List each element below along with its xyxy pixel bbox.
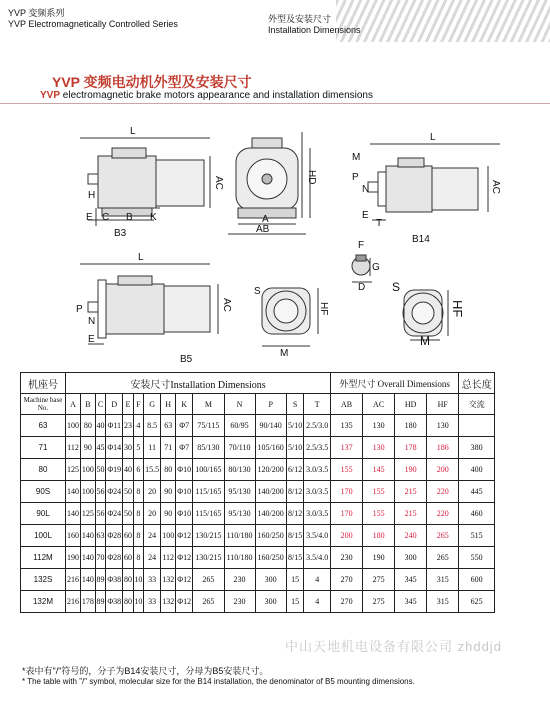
table-cell: 60/95 bbox=[224, 415, 255, 437]
header-stripe-decoration bbox=[336, 0, 550, 42]
table-cell: 270 bbox=[331, 569, 363, 591]
table-cell: 115/165 bbox=[193, 481, 224, 503]
table-cell: 71 bbox=[161, 437, 176, 459]
table-cell: 20 bbox=[143, 503, 160, 525]
installation-drawings bbox=[0, 108, 550, 368]
flange14-label-M: M bbox=[420, 334, 430, 348]
table-cell: 56 bbox=[95, 503, 105, 525]
table-cell: 90 bbox=[161, 503, 176, 525]
table-cell: 50 bbox=[95, 459, 105, 481]
table-cell: 220 bbox=[427, 481, 459, 503]
flange14-label-S: S bbox=[392, 280, 401, 294]
table-cell: 160/250 bbox=[255, 547, 286, 569]
col-header-h: H bbox=[161, 394, 176, 415]
table-cell: 215 bbox=[395, 481, 427, 503]
header-section bbox=[268, 14, 361, 36]
table-cell: 140 bbox=[80, 569, 95, 591]
table-cell: 50 bbox=[123, 503, 133, 525]
table-cell: Φ28 bbox=[106, 525, 123, 547]
table-cell: 160 bbox=[66, 525, 81, 547]
table-cell: Φ10 bbox=[176, 459, 193, 481]
flange5-label-S: S bbox=[254, 286, 261, 297]
table-cell: 230 bbox=[224, 591, 255, 613]
table-cell: 2.5/3.5 bbox=[304, 437, 331, 459]
table-cell: 130 bbox=[427, 415, 459, 437]
table-cell: 110/180 bbox=[224, 525, 255, 547]
table-cell: 190 bbox=[395, 459, 427, 481]
b3-label-K: K bbox=[150, 212, 157, 223]
table-cell: 56 bbox=[95, 481, 105, 503]
col-header-t: T bbox=[304, 394, 331, 415]
table-cell: 15 bbox=[286, 591, 304, 613]
table-cell: 140 bbox=[66, 503, 81, 525]
table-cell: 80 bbox=[123, 591, 133, 613]
table-cell: 125 bbox=[66, 459, 81, 481]
table-cell: 2.5/3.0 bbox=[304, 415, 331, 437]
table-cell: 265 bbox=[193, 591, 224, 613]
table-cell: 105/160 bbox=[255, 437, 286, 459]
table-cell: 178 bbox=[80, 591, 95, 613]
table-cell: 170 bbox=[331, 481, 363, 503]
b5-label-P: P bbox=[76, 304, 83, 315]
table-cell: 3.5/4.0 bbox=[304, 525, 331, 547]
table-cell: 110/180 bbox=[224, 547, 255, 569]
table-cell: 130/215 bbox=[193, 547, 224, 569]
col-header-k: K bbox=[176, 394, 193, 415]
table-cell: 80/130 bbox=[224, 459, 255, 481]
table-cell: 85/130 bbox=[193, 437, 224, 459]
b5-label-L: L bbox=[138, 252, 144, 263]
table-cell: 550 bbox=[459, 547, 495, 569]
table-row bbox=[21, 503, 495, 525]
table-cell: 24 bbox=[143, 547, 160, 569]
b3-motor-drawing bbox=[80, 138, 210, 226]
table-cell: 5/10 bbox=[286, 415, 304, 437]
table-row bbox=[21, 569, 495, 591]
table-cell: 160/250 bbox=[255, 525, 286, 547]
table-cell: 216 bbox=[66, 591, 81, 613]
table-cell: 460 bbox=[459, 503, 495, 525]
col-header-c: C bbox=[95, 394, 105, 415]
column-header-row bbox=[21, 394, 495, 415]
table-cell: 4 bbox=[304, 591, 331, 613]
b3-caption: B3 bbox=[114, 228, 127, 239]
table-row bbox=[21, 459, 495, 481]
table-cell: 130 bbox=[363, 415, 395, 437]
table-cell: Φ7 bbox=[176, 437, 193, 459]
dimensions-table bbox=[20, 372, 495, 613]
title-divider bbox=[0, 103, 550, 104]
table-cell: 137 bbox=[331, 437, 363, 459]
page-title-cn: YVP 变频电动机外型及安装尺寸 bbox=[52, 74, 252, 90]
title-en-rest: electromagnetic brake motors appearance and installation dimensions bbox=[60, 90, 373, 101]
col-frame-en: Machine base No. bbox=[21, 394, 66, 415]
table-cell: Φ10 bbox=[176, 481, 193, 503]
table-cell: Φ12 bbox=[176, 547, 193, 569]
col-header-f: F bbox=[133, 394, 143, 415]
table-cell: Φ24 bbox=[106, 481, 123, 503]
b14-label-E: E bbox=[362, 210, 369, 221]
table-cell: 89 bbox=[95, 591, 105, 613]
table-cell: 345 bbox=[395, 591, 427, 613]
table-cell: 4 bbox=[133, 415, 143, 437]
table-cell: 15.5 bbox=[143, 459, 160, 481]
table-cell: 100 bbox=[66, 415, 81, 437]
table-cell: 140/200 bbox=[255, 503, 286, 525]
table-cell: 315 bbox=[427, 591, 459, 613]
table-cell: 300 bbox=[255, 591, 286, 613]
table-cell: 445 bbox=[459, 481, 495, 503]
title-en-prefix: YVP bbox=[40, 90, 61, 101]
b14-label-T: T bbox=[376, 218, 383, 229]
group-overall-header: 外型尺寸 Overall Dimensions bbox=[331, 373, 459, 394]
key-label-F: F bbox=[358, 240, 365, 251]
b3-label-L: L bbox=[130, 126, 136, 137]
drawings-svg bbox=[0, 108, 550, 368]
table-cell: 63 bbox=[95, 525, 105, 547]
table-cell: 60 bbox=[123, 525, 133, 547]
table-cell: Φ12 bbox=[176, 591, 193, 613]
table-cell: 8/15 bbox=[286, 525, 304, 547]
table-cell: Φ7 bbox=[176, 415, 193, 437]
table-cell: 60 bbox=[123, 547, 133, 569]
col-header-d: D bbox=[106, 394, 123, 415]
b14-motor-drawing bbox=[368, 144, 500, 220]
table-cell: 315 bbox=[427, 569, 459, 591]
table-cell: 230 bbox=[331, 547, 363, 569]
table-cell: 5 bbox=[133, 437, 143, 459]
table-cell: Φ19 bbox=[106, 459, 123, 481]
table-cell: 200 bbox=[427, 459, 459, 481]
b5-label-N: N bbox=[88, 316, 96, 327]
table-cell: 265 bbox=[427, 547, 459, 569]
table-cell: 180 bbox=[395, 415, 427, 437]
table-cell: 300 bbox=[255, 569, 286, 591]
table-cell: 200 bbox=[331, 525, 363, 547]
end-label-HD: HD bbox=[306, 170, 317, 185]
col-frame-cn: 机座号 bbox=[21, 373, 66, 394]
col-header-p: P bbox=[255, 394, 286, 415]
b3-label-AC: AC bbox=[213, 176, 224, 190]
table-cell: 140 bbox=[80, 547, 95, 569]
frame-cell: 100L bbox=[21, 525, 66, 547]
footnote-en: * The table with "/" symbol, molecular size for the B14 installation, the denominator of B5 mounting dimensions. bbox=[22, 677, 415, 686]
b14-label-N: N bbox=[362, 184, 370, 195]
table-cell: 90 bbox=[80, 437, 95, 459]
table-cell: 70/110 bbox=[224, 437, 255, 459]
table-cell: 15 bbox=[286, 569, 304, 591]
table-cell: 10 bbox=[133, 591, 143, 613]
table-body bbox=[21, 415, 495, 613]
frame-cell: 90S bbox=[21, 481, 66, 503]
table-cell: 120/200 bbox=[255, 459, 286, 481]
col-header-ab: AB bbox=[331, 394, 363, 415]
table-cell: 140/200 bbox=[255, 481, 286, 503]
frame-cell: 80 bbox=[21, 459, 66, 481]
table-row bbox=[21, 437, 495, 459]
table-cell: 3.0/3.5 bbox=[304, 503, 331, 525]
key-label-G: G bbox=[372, 262, 380, 273]
table-cell: 180 bbox=[363, 525, 395, 547]
key-label-D: D bbox=[358, 282, 366, 293]
table-cell: 80 bbox=[161, 459, 176, 481]
table-cell: 130 bbox=[363, 437, 395, 459]
end-view-drawing bbox=[228, 132, 310, 234]
table-cell: 270 bbox=[331, 591, 363, 613]
b5-label-AC: AC bbox=[221, 298, 232, 312]
table-cell: 100 bbox=[80, 481, 95, 503]
table-cell: Φ24 bbox=[106, 503, 123, 525]
table-cell: 8/12 bbox=[286, 481, 304, 503]
table-cell: 100 bbox=[161, 525, 176, 547]
table-cell: Φ11 bbox=[106, 415, 123, 437]
b3-label-E: E bbox=[86, 212, 93, 223]
table-cell: 70 bbox=[95, 547, 105, 569]
table-cell: 50 bbox=[123, 481, 133, 503]
table-cell: 220 bbox=[427, 503, 459, 525]
col-header-hd: HD bbox=[395, 394, 427, 415]
table-cell: 345 bbox=[395, 569, 427, 591]
table-cell: 230 bbox=[224, 569, 255, 591]
table-cell: 100 bbox=[80, 459, 95, 481]
table-cell: 40 bbox=[123, 459, 133, 481]
frame-cell: 132S bbox=[21, 569, 66, 591]
table-cell: 265 bbox=[193, 569, 224, 591]
table-cell: 8 bbox=[133, 525, 143, 547]
table-cell: 6/12 bbox=[286, 459, 304, 481]
table-cell: 112 bbox=[66, 437, 81, 459]
table-cell: 190 bbox=[66, 547, 81, 569]
header-series bbox=[8, 8, 178, 30]
b3-label-C: C bbox=[102, 212, 110, 223]
table-cell: Φ38 bbox=[106, 591, 123, 613]
table-cell: Φ12 bbox=[176, 525, 193, 547]
table-cell: 10 bbox=[133, 569, 143, 591]
table-cell: 625 bbox=[459, 591, 495, 613]
b5-caption: B5 bbox=[180, 354, 193, 365]
table-cell: 132 bbox=[161, 569, 176, 591]
table-cell: 100/165 bbox=[193, 459, 224, 481]
col-header-length-sub: 交流 bbox=[459, 394, 495, 415]
header-series-cn: YVP 变频系列 bbox=[8, 8, 65, 18]
table-cell: 240 bbox=[395, 525, 427, 547]
b5-motor-drawing bbox=[80, 264, 218, 344]
group-length-header: 总长度 bbox=[459, 373, 495, 394]
table-cell: 33 bbox=[143, 591, 160, 613]
table-cell: 132 bbox=[161, 591, 176, 613]
b14-caption: B14 bbox=[412, 234, 430, 245]
table-row bbox=[21, 591, 495, 613]
table-cell: 400 bbox=[459, 459, 495, 481]
table-cell: 600 bbox=[459, 569, 495, 591]
b3-label-B: B bbox=[126, 212, 133, 223]
table-cell: 30 bbox=[123, 437, 133, 459]
table-cell: 186 bbox=[427, 437, 459, 459]
table-cell: 11 bbox=[143, 437, 160, 459]
col-header-hf: HF bbox=[427, 394, 459, 415]
flange5-label-HF: HF bbox=[318, 302, 329, 316]
table-cell: 8/15 bbox=[286, 547, 304, 569]
end-label-AB: AB bbox=[256, 224, 270, 235]
table-cell: 155 bbox=[331, 459, 363, 481]
col-header-g: G bbox=[143, 394, 160, 415]
frame-cell: 63 bbox=[21, 415, 66, 437]
b5-label-E: E bbox=[88, 334, 95, 345]
table-cell: 275 bbox=[363, 591, 395, 613]
table-cell: 5/10 bbox=[286, 437, 304, 459]
table-cell: 23 bbox=[123, 415, 133, 437]
end-label-A: A bbox=[262, 214, 269, 225]
b14-label-AC: AC bbox=[490, 180, 501, 194]
col-header-m: M bbox=[193, 394, 224, 415]
table-cell: 140 bbox=[66, 481, 81, 503]
b14-label-P: P bbox=[352, 172, 359, 183]
table-cell: 95/130 bbox=[224, 481, 255, 503]
table-cell: 80 bbox=[123, 569, 133, 591]
table-cell: 170 bbox=[331, 503, 363, 525]
table-cell: 155 bbox=[363, 503, 395, 525]
table-cell: Φ14 bbox=[106, 437, 123, 459]
table-cell: 75/115 bbox=[193, 415, 224, 437]
table-cell: 3.5/4.0 bbox=[304, 547, 331, 569]
table-cell: 145 bbox=[363, 459, 395, 481]
table-cell: 3.0/3.5 bbox=[304, 459, 331, 481]
watermark: 中山天地机电设备有限公司 zhddjd bbox=[285, 639, 502, 654]
table-cell: 135 bbox=[331, 415, 363, 437]
frame-cell: 90L bbox=[21, 503, 66, 525]
header-section-cn: 外型及安装尺寸 bbox=[268, 14, 332, 24]
frame-cell: 112M bbox=[21, 547, 66, 569]
b14-label-L: L bbox=[430, 132, 436, 143]
table-cell: Φ12 bbox=[176, 569, 193, 591]
table-cell: 24 bbox=[143, 525, 160, 547]
col-header-n: N bbox=[224, 394, 255, 415]
table-cell: 63 bbox=[161, 415, 176, 437]
table-cell: 140 bbox=[80, 525, 95, 547]
table-cell: 8 bbox=[133, 547, 143, 569]
table-cell: Φ38 bbox=[106, 569, 123, 591]
flange14-label-HF: HF bbox=[450, 300, 465, 318]
col-header-a: A bbox=[66, 394, 81, 415]
table-cell bbox=[459, 415, 495, 437]
flange5-label-M: M bbox=[280, 348, 289, 359]
col-header-e: E bbox=[123, 394, 133, 415]
page-title-en bbox=[40, 90, 373, 101]
group-install-header: 安装尺寸Installation Dimensions bbox=[66, 373, 331, 394]
table-cell: 45 bbox=[95, 437, 105, 459]
table-cell: 80 bbox=[80, 415, 95, 437]
table-cell: 8.5 bbox=[143, 415, 160, 437]
table-cell: 380 bbox=[459, 437, 495, 459]
table-cell: 178 bbox=[395, 437, 427, 459]
b5-flange-drawing bbox=[262, 288, 318, 346]
col-header-ac: AC bbox=[363, 394, 395, 415]
table-row bbox=[21, 525, 495, 547]
table-cell: 265 bbox=[427, 525, 459, 547]
table-cell: 112 bbox=[161, 547, 176, 569]
table-cell: 515 bbox=[459, 525, 495, 547]
table-cell: 190 bbox=[363, 547, 395, 569]
table-cell: Φ10 bbox=[176, 503, 193, 525]
b3-label-H: H bbox=[88, 190, 96, 201]
header-section-en: Installation Dimensions bbox=[268, 25, 361, 35]
table-cell: 3.0/3.5 bbox=[304, 481, 331, 503]
frame-cell: 132M bbox=[21, 591, 66, 613]
table-cell: 95/130 bbox=[224, 503, 255, 525]
frame-cell: 71 bbox=[21, 437, 66, 459]
table-row bbox=[21, 547, 495, 569]
table-cell: Φ28 bbox=[106, 547, 123, 569]
table-cell: 90 bbox=[161, 481, 176, 503]
col-header-s: S bbox=[286, 394, 304, 415]
table-cell: 40 bbox=[95, 415, 105, 437]
table-cell: 33 bbox=[143, 569, 160, 591]
table-cell: 8 bbox=[133, 503, 143, 525]
table-cell: 300 bbox=[395, 547, 427, 569]
col-header-b: B bbox=[80, 394, 95, 415]
table-cell: 155 bbox=[363, 481, 395, 503]
b14-flange-drawing bbox=[403, 290, 448, 340]
table-cell: 215 bbox=[395, 503, 427, 525]
table-row bbox=[21, 415, 495, 437]
footnote-cn: *表中有"/"符号的，分子为B14安装尺寸，分母为B5安装尺寸。 bbox=[22, 666, 269, 676]
table-cell: 20 bbox=[143, 481, 160, 503]
table-cell: 130/215 bbox=[193, 525, 224, 547]
table-cell: 275 bbox=[363, 569, 395, 591]
table-cell: 4 bbox=[304, 569, 331, 591]
table-cell: 125 bbox=[80, 503, 95, 525]
table-cell: 8/12 bbox=[286, 503, 304, 525]
table-cell: 8 bbox=[133, 481, 143, 503]
table-row bbox=[21, 481, 495, 503]
header-series-en: YVP Electromagnetically Controlled Series bbox=[8, 19, 178, 29]
table-cell: 90/140 bbox=[255, 415, 286, 437]
table-cell: 89 bbox=[95, 569, 105, 591]
table-cell: 216 bbox=[66, 569, 81, 591]
b14-label-M: M bbox=[352, 152, 361, 163]
table-cell: 115/165 bbox=[193, 503, 224, 525]
table-cell: 6 bbox=[133, 459, 143, 481]
key-detail-drawing bbox=[352, 255, 372, 282]
